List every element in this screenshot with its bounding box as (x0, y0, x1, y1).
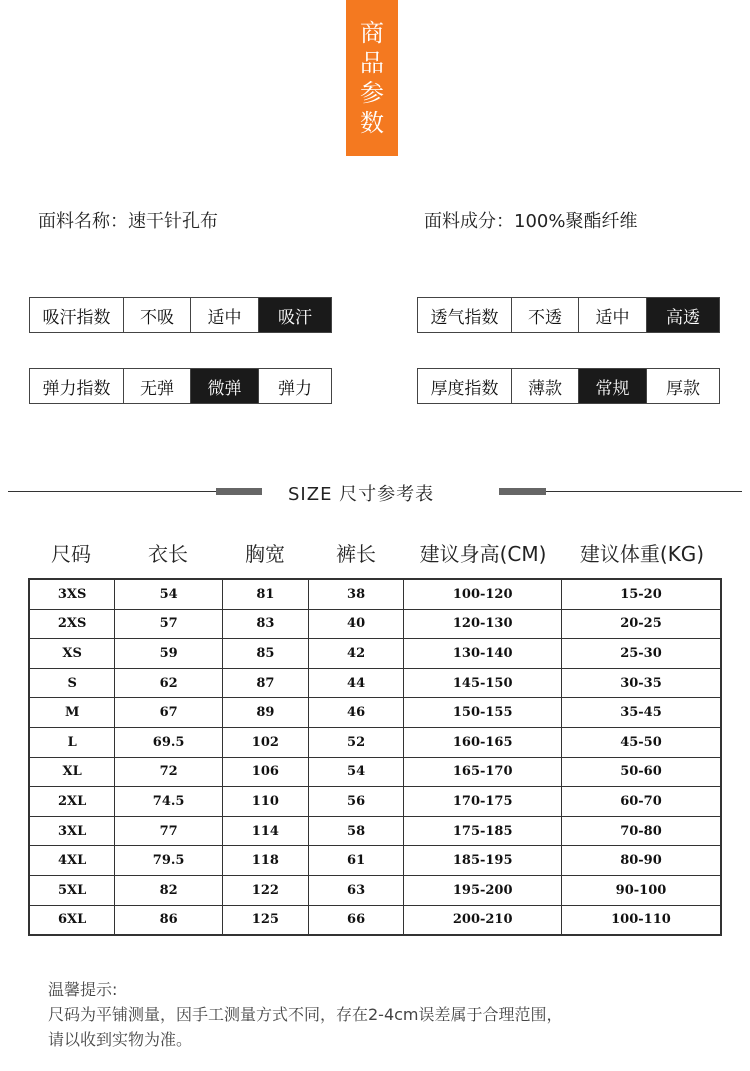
table-cell: 80-90 (561, 846, 721, 876)
index-label: 弹力指数 (42, 378, 111, 399)
table-cell: S (29, 668, 115, 698)
table-row (29, 757, 721, 787)
index-option: 不透 (511, 298, 578, 332)
banner-char: 参 (360, 79, 384, 107)
table-cell: 5XL (29, 875, 115, 905)
table-cell: XS (29, 639, 115, 669)
table-cell: 120-130 (404, 609, 562, 639)
table-cell: 100-120 (404, 579, 562, 609)
header-pants-length: 裤长 (336, 542, 376, 566)
table-cell: 87 (222, 668, 308, 698)
table-cell: 81 (222, 579, 308, 609)
header-height: 建议身高(CM) (419, 542, 547, 566)
table-row (29, 875, 721, 905)
divider-bar (499, 488, 546, 495)
table-row (29, 639, 721, 669)
table-row (29, 905, 721, 935)
table-row (29, 727, 721, 757)
fabric-name: 面料名称：速干针孔布 (38, 211, 218, 232)
table-cell: 42 (308, 639, 404, 669)
table-cell: 150-155 (404, 698, 562, 728)
table-cell: 54 (308, 757, 404, 787)
table-cell: 86 (115, 905, 223, 935)
table-cell: 45-50 (561, 727, 721, 757)
banner-char: 数 (360, 109, 384, 137)
divider-bar (216, 488, 262, 495)
table-cell: 40 (308, 609, 404, 639)
table-row (29, 609, 721, 639)
table-cell: 62 (115, 668, 223, 698)
index-option: 薄款 (511, 369, 578, 403)
table-cell: 38 (308, 579, 404, 609)
index-option: 无弹 (123, 369, 190, 403)
table-cell: 3XS (29, 579, 115, 609)
header-chest: 胸宽 (245, 542, 285, 566)
table-cell: 106 (222, 757, 308, 787)
index-option: 吸汗 (258, 298, 331, 332)
table-cell: 4XL (29, 846, 115, 876)
table-cell: 54 (115, 579, 223, 609)
table-cell: 83 (222, 609, 308, 639)
index-label: 透气指数 (430, 307, 499, 328)
table-cell: 72 (115, 757, 223, 787)
table-cell: 6XL (29, 905, 115, 935)
index-option: 高透 (646, 298, 719, 332)
notes-line: 尺码为平铺测量，因手工测量方式不同，存在2-4cm误差属于合理范围， (48, 1005, 563, 1024)
index-option: 适中 (578, 298, 646, 332)
divider-line (8, 491, 216, 492)
table-cell: 130-140 (404, 639, 562, 669)
table-cell: 44 (308, 668, 404, 698)
table-cell: 100-110 (561, 905, 721, 935)
index-option: 弹力 (258, 369, 331, 403)
table-row (29, 846, 721, 876)
table-cell: 102 (222, 727, 308, 757)
product-params-banner (346, 0, 398, 156)
breathability-index (417, 297, 720, 333)
banner-char: 商 (360, 19, 384, 47)
table-cell: 50-60 (561, 757, 721, 787)
table-cell: 200-210 (404, 905, 562, 935)
table-cell: 145-150 (404, 668, 562, 698)
size-title-row (0, 480, 750, 504)
size-table-header (28, 538, 722, 568)
table-row (29, 698, 721, 728)
table-cell: 67 (115, 698, 223, 728)
table-cell: 66 (308, 905, 404, 935)
table-cell: XL (29, 757, 115, 787)
index-option: 不吸 (123, 298, 190, 332)
fabric-composition: 面料成分：100%聚酯纤维 (424, 211, 638, 232)
notes-line: 请以收到实物为准。 (48, 1030, 193, 1049)
table-cell: L (29, 727, 115, 757)
index-label: 厚度指数 (430, 378, 499, 399)
table-cell: 175-185 (404, 816, 562, 846)
table-cell: 195-200 (404, 875, 562, 905)
index-option: 常规 (578, 369, 646, 403)
header-size: 尺码 (51, 542, 91, 566)
table-cell: 20-25 (561, 609, 721, 639)
table-cell: 160-165 (404, 727, 562, 757)
table-cell: 170-175 (404, 787, 562, 817)
table-cell: 61 (308, 846, 404, 876)
table-cell: 85 (222, 639, 308, 669)
header-length: 衣长 (148, 542, 188, 566)
table-cell: 90-100 (561, 875, 721, 905)
table-cell: 118 (222, 846, 308, 876)
table-cell: 79.5 (115, 846, 223, 876)
elasticity-index (29, 368, 332, 404)
thickness-index (417, 368, 720, 404)
table-cell: 58 (308, 816, 404, 846)
header-weight: 建议体重(KG) (579, 542, 705, 566)
table-cell: 25-30 (561, 639, 721, 669)
index-option: 适中 (190, 298, 258, 332)
table-cell: 15-20 (561, 579, 721, 609)
table-cell: 57 (115, 609, 223, 639)
notes (48, 977, 563, 1052)
table-cell: M (29, 698, 115, 728)
table-cell: 185-195 (404, 846, 562, 876)
size-chart-title: SIZE 尺寸参考表 (288, 484, 435, 505)
table-cell: 59 (115, 639, 223, 669)
table-cell: 114 (222, 816, 308, 846)
table-cell: 89 (222, 698, 308, 728)
table-cell: 110 (222, 787, 308, 817)
table-cell: 52 (308, 727, 404, 757)
table-cell: 125 (222, 905, 308, 935)
table-cell: 2XL (29, 787, 115, 817)
table-cell: 82 (115, 875, 223, 905)
table-cell: 165-170 (404, 757, 562, 787)
size-table (28, 578, 722, 936)
table-row (29, 816, 721, 846)
index-label: 吸汗指数 (42, 307, 111, 328)
table-row (29, 787, 721, 817)
table-cell: 74.5 (115, 787, 223, 817)
table-cell: 122 (222, 875, 308, 905)
notes-title: 温馨提示: (48, 980, 118, 999)
table-cell: 60-70 (561, 787, 721, 817)
banner-char: 品 (360, 49, 384, 77)
table-cell: 2XS (29, 609, 115, 639)
index-option: 厚款 (646, 369, 719, 403)
table-cell: 69.5 (115, 727, 223, 757)
table-cell: 63 (308, 875, 404, 905)
table-cell: 77 (115, 816, 223, 846)
table-cell: 30-35 (561, 668, 721, 698)
divider-line (546, 491, 742, 492)
table-cell: 56 (308, 787, 404, 817)
index-option: 微弹 (190, 369, 258, 403)
table-cell: 70-80 (561, 816, 721, 846)
sweat-index (29, 297, 332, 333)
table-cell: 3XL (29, 816, 115, 846)
table-cell: 35-45 (561, 698, 721, 728)
table-cell: 46 (308, 698, 404, 728)
table-row (29, 668, 721, 698)
table-row (29, 579, 721, 609)
